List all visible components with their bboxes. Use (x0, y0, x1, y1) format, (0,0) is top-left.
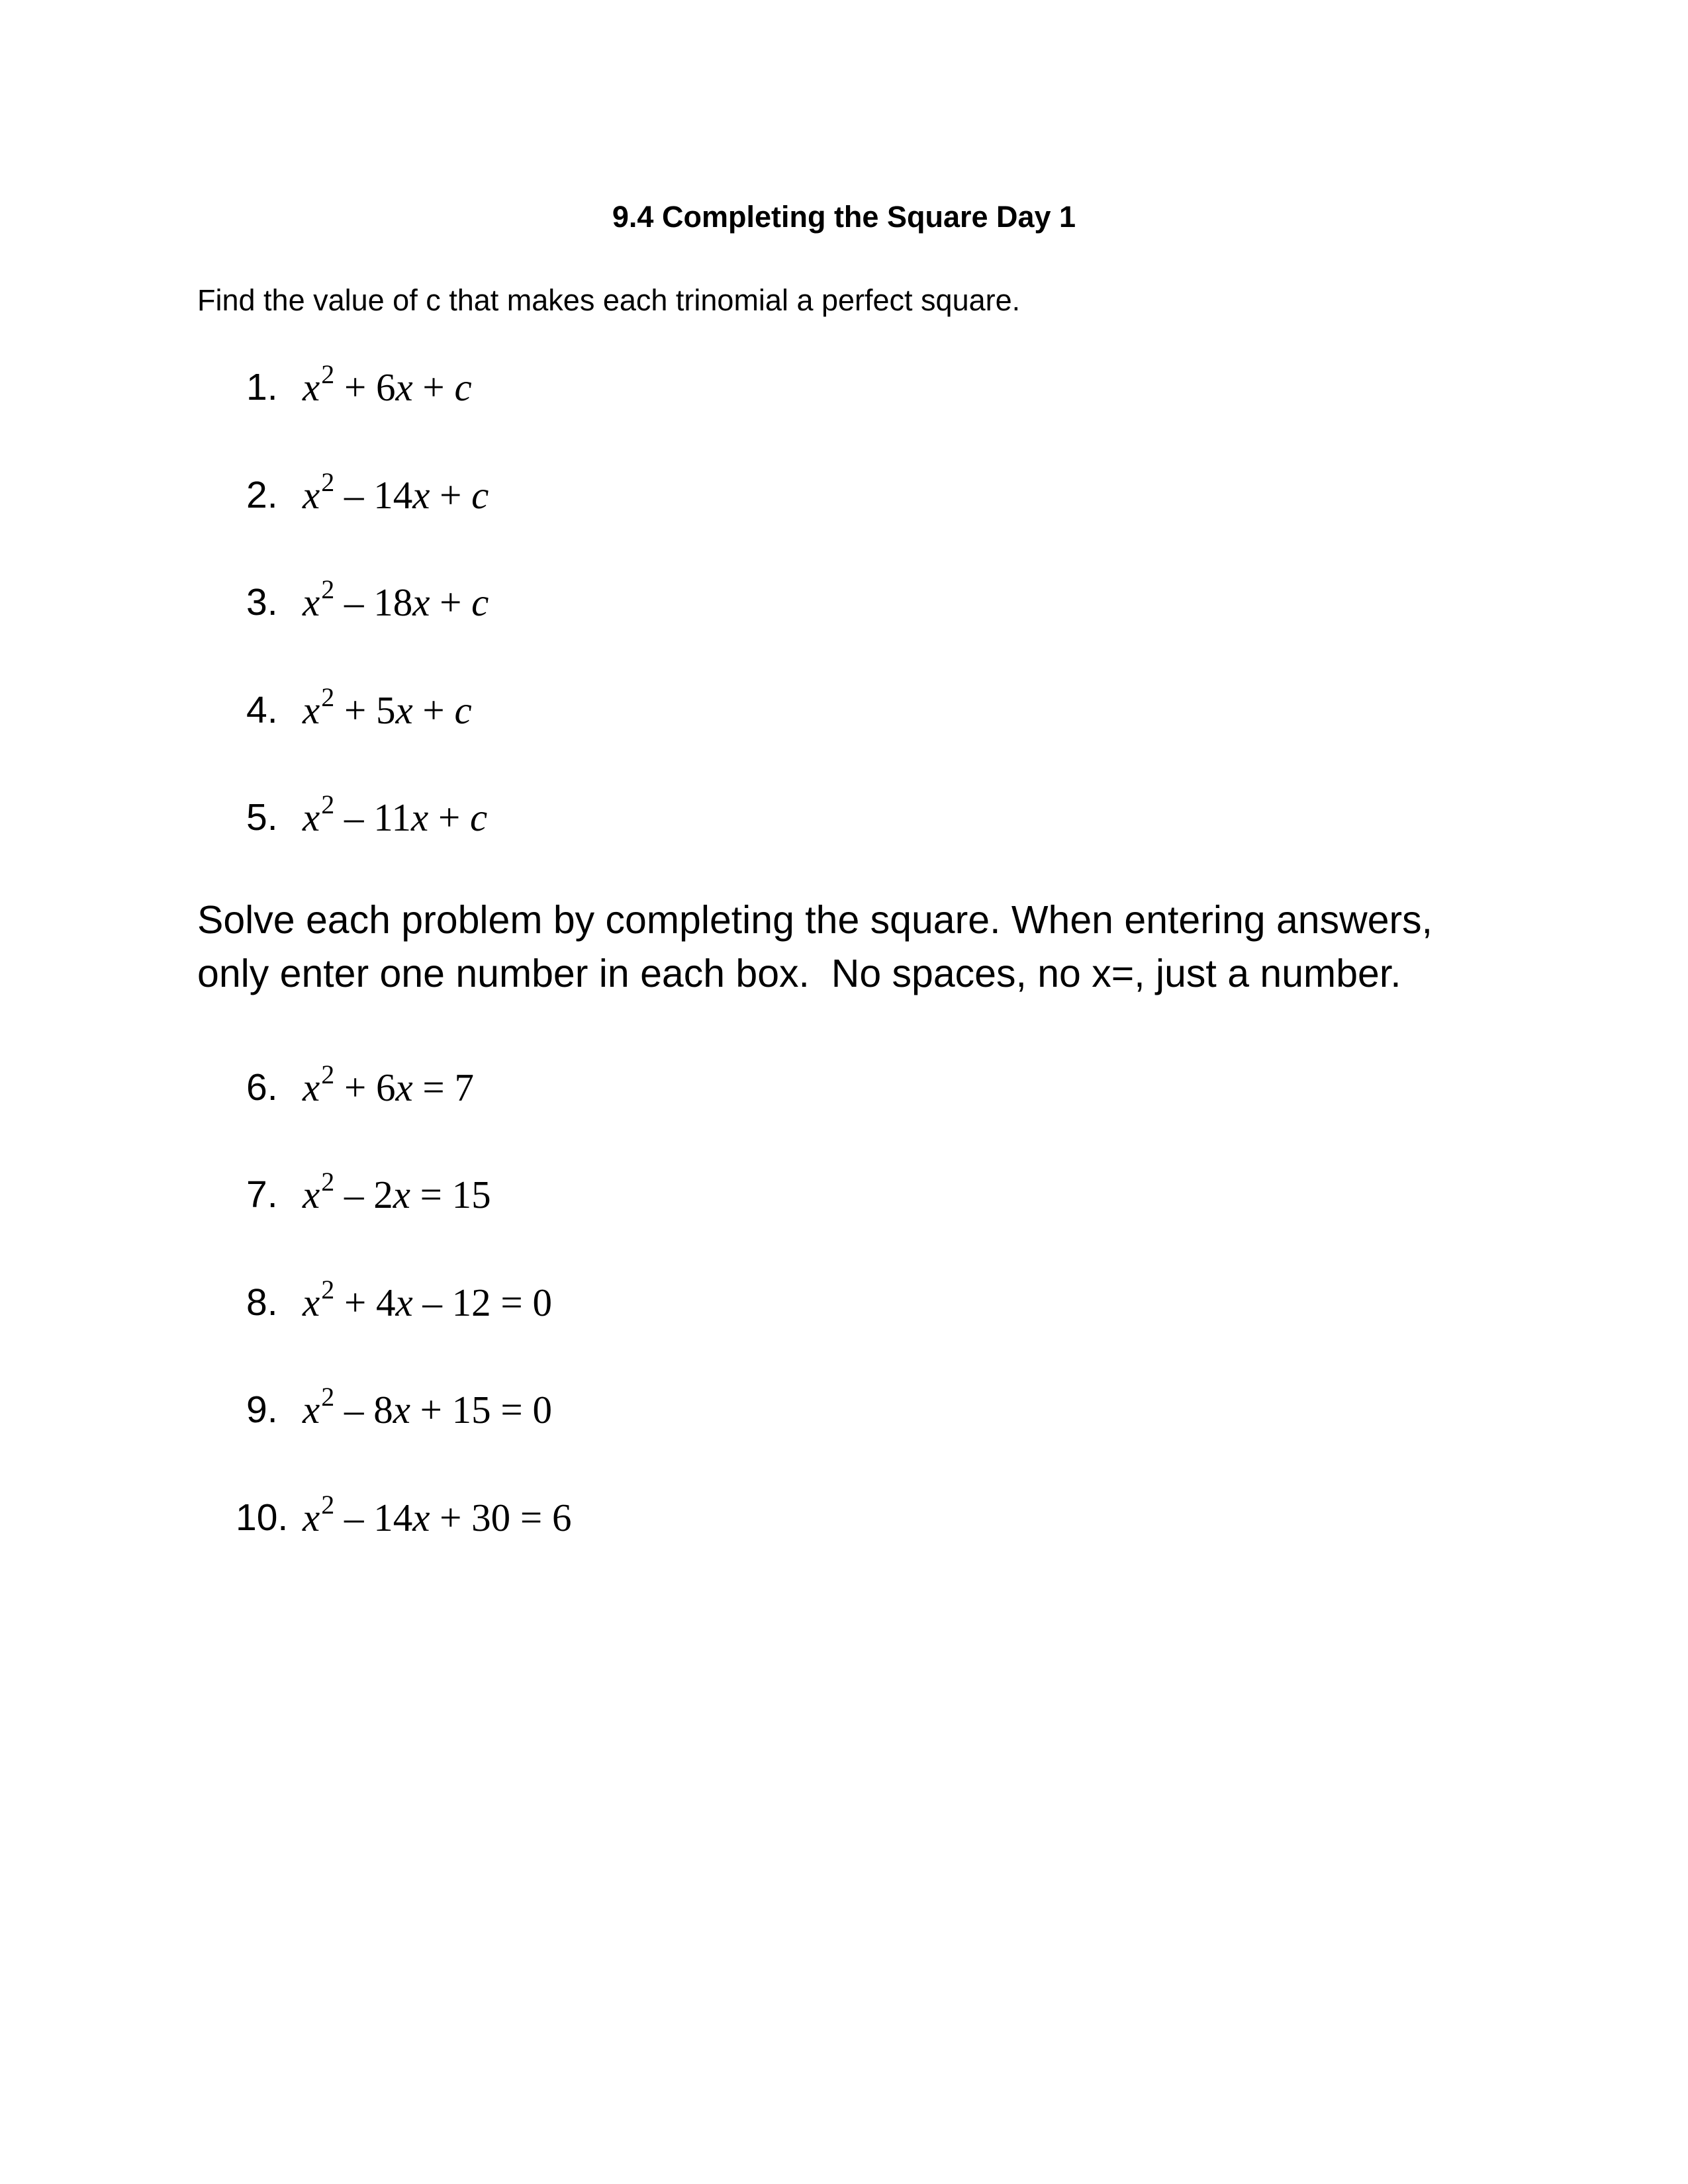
problem-8 (199, 1273, 993, 1332)
problem-4 (199, 680, 993, 740)
problem-expression (303, 788, 487, 852)
problem-number: 10. (236, 1496, 289, 1539)
expression-text: $x^2 + 5x + c$ (303, 682, 472, 732)
problem-9 (199, 1380, 993, 1439)
problem-6 (199, 1058, 993, 1117)
problem-number: 5. (246, 796, 278, 839)
expression-text: $x^2 - 14x + 30 = 6$ (303, 1490, 572, 1539)
section2-instructions (197, 893, 1495, 1001)
problem-expression (303, 572, 489, 637)
expression-text: $x^2 - 11x + c$ (303, 790, 488, 839)
problem-number: 9. (246, 1388, 278, 1431)
problem-expression (303, 1273, 552, 1337)
expression-text: $x^2 - 14x + c$ (303, 467, 489, 517)
expression-text: $x^2 - 8x + 15 = 0$ (303, 1382, 552, 1432)
section2-instructions-line2: only enter one number in each box. No spaces, no x=, just a number. (197, 952, 1401, 995)
problem-expression (303, 1488, 571, 1552)
problem-number: 6. (246, 1066, 278, 1109)
problem-expression (303, 465, 489, 529)
problem-number: 3. (246, 581, 278, 623)
expression-text: $x^2 + 6x = 7$ (303, 1060, 474, 1109)
problem-number: 2. (246, 474, 278, 516)
page-title: 9.4 Completing the Square Day 1 (612, 200, 1076, 234)
problem-number: 1. (246, 366, 278, 408)
problem-number: 7. (246, 1173, 278, 1216)
problem-3 (199, 572, 993, 632)
problem-2 (199, 465, 993, 525)
problem-1 (199, 357, 993, 417)
expression-text: $x^2 + 4x - 12 = 0$ (303, 1275, 552, 1324)
problem-expression (303, 1380, 552, 1444)
expression-text: $x^2 - 2x = 15$ (303, 1167, 491, 1216)
section1-instructions: Find the value of c that makes each trinomial a perfect square. (197, 283, 1021, 317)
problem-number: 4. (246, 689, 278, 731)
problem-expression (303, 1058, 474, 1122)
problem-expression (303, 357, 472, 422)
problem-number: 8. (246, 1281, 278, 1324)
problem-7 (199, 1165, 993, 1224)
problem-expression (303, 1165, 491, 1229)
problem-10 (199, 1488, 993, 1547)
problem-expression (303, 680, 472, 745)
expression-text: $x^2 + 6x + c$ (303, 359, 472, 409)
expression-text: $x^2 - 18x + c$ (303, 574, 489, 624)
problem-5 (199, 788, 993, 847)
section2-instructions-line1: Solve each problem by completing the square. When entering answers, (197, 898, 1433, 942)
